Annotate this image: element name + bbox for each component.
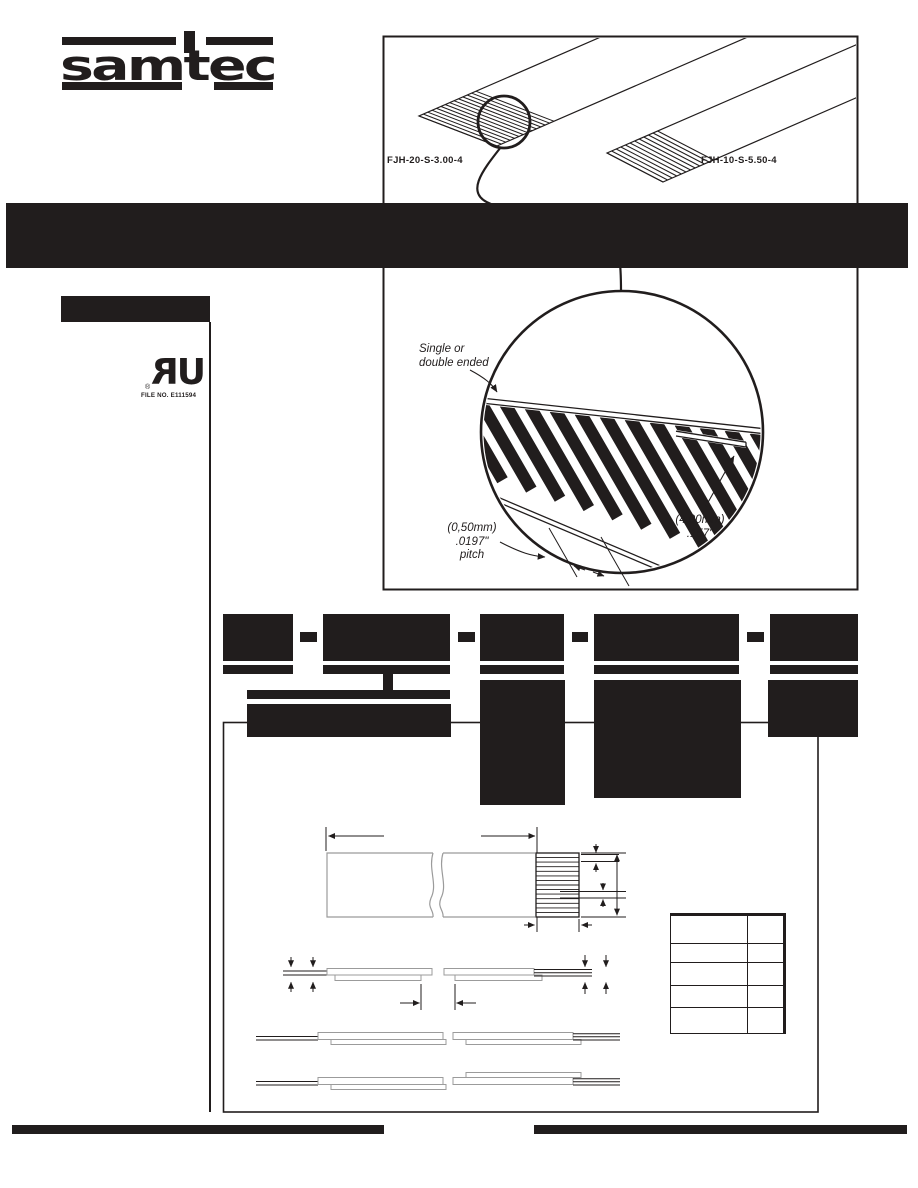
- pn-label-bar-1: [223, 665, 293, 674]
- table-cell: [748, 963, 783, 985]
- samtec-logo: [60, 31, 275, 90]
- table-cell: [748, 986, 783, 1008]
- pn-options-block-length: [594, 680, 741, 798]
- dimension-drawing: [256, 827, 626, 1090]
- pitch-label-line2: .0197": [455, 536, 489, 548]
- table-row: [671, 916, 783, 944]
- ended-note-line1: Single or: [419, 343, 465, 355]
- title-banner: [6, 203, 908, 268]
- pn-dash-2: [458, 632, 475, 642]
- pn-dash-4: [747, 632, 764, 642]
- span-label-line1: (4,00mm): [675, 514, 725, 526]
- table-row: [671, 1008, 783, 1033]
- pitch-label-line3: pitch: [459, 549, 485, 561]
- cable-left-part-label: FJH-20-S-3.00-4: [387, 155, 463, 166]
- pn-box-series: [223, 614, 293, 661]
- span-label-line2: .157": [686, 528, 714, 540]
- sidebar-divider-line: [209, 322, 211, 1112]
- pitch-label-line1: (0,50mm): [447, 522, 497, 534]
- table-cell: [748, 944, 783, 963]
- spec-table: [670, 913, 786, 1034]
- cable-right-part-label: FJH-10-S-5.50-4: [701, 155, 777, 166]
- pn-box-positions: [323, 614, 450, 661]
- pn-box-plating: [480, 614, 564, 661]
- pn-label-bar-5: [770, 665, 858, 674]
- pn-dash-3: [572, 632, 588, 642]
- table-row: [671, 944, 783, 964]
- pn-connector-stem: [383, 674, 393, 690]
- pn-note-bar: [247, 690, 450, 699]
- pn-label-bar-4: [594, 665, 739, 674]
- table-row: [671, 963, 783, 986]
- table-cell: [671, 944, 748, 963]
- table-cell: [671, 986, 748, 1008]
- series-heading-block: [61, 296, 210, 322]
- pn-options-block-end-type: [768, 680, 858, 737]
- pn-label-bar-3: [480, 665, 564, 674]
- end-type-variant-b: [256, 1073, 620, 1090]
- table-row: [671, 986, 783, 1009]
- table-cell: [671, 1008, 748, 1033]
- end-type-variant-a: [256, 1033, 620, 1045]
- logo-wordmark: samtec: [60, 41, 276, 90]
- cable-side-view: [283, 955, 606, 1010]
- pn-label-bar-2: [323, 665, 450, 674]
- pn-dash-1: [300, 632, 317, 642]
- ul-recognized-mark: [141, 352, 206, 399]
- cable-body-top-view: [327, 853, 535, 917]
- footer-bar-right: [534, 1125, 907, 1134]
- table-cell: [671, 963, 748, 985]
- pn-box-length: [594, 614, 739, 661]
- pn-options-block-plating: [480, 680, 565, 805]
- table-cell: [748, 1008, 783, 1033]
- table-cell: [748, 916, 783, 943]
- pn-note-block: [247, 704, 451, 737]
- table-cell: [671, 916, 748, 943]
- footer-bar-left: [12, 1125, 384, 1134]
- ul-file-number: FILE NO. E111594: [141, 392, 197, 399]
- ended-note-line2: double ended: [419, 357, 489, 369]
- ul-mark-glyphs: UR: [153, 352, 206, 393]
- registered-symbol: ®: [145, 384, 151, 391]
- pn-box-end-type: [770, 614, 858, 661]
